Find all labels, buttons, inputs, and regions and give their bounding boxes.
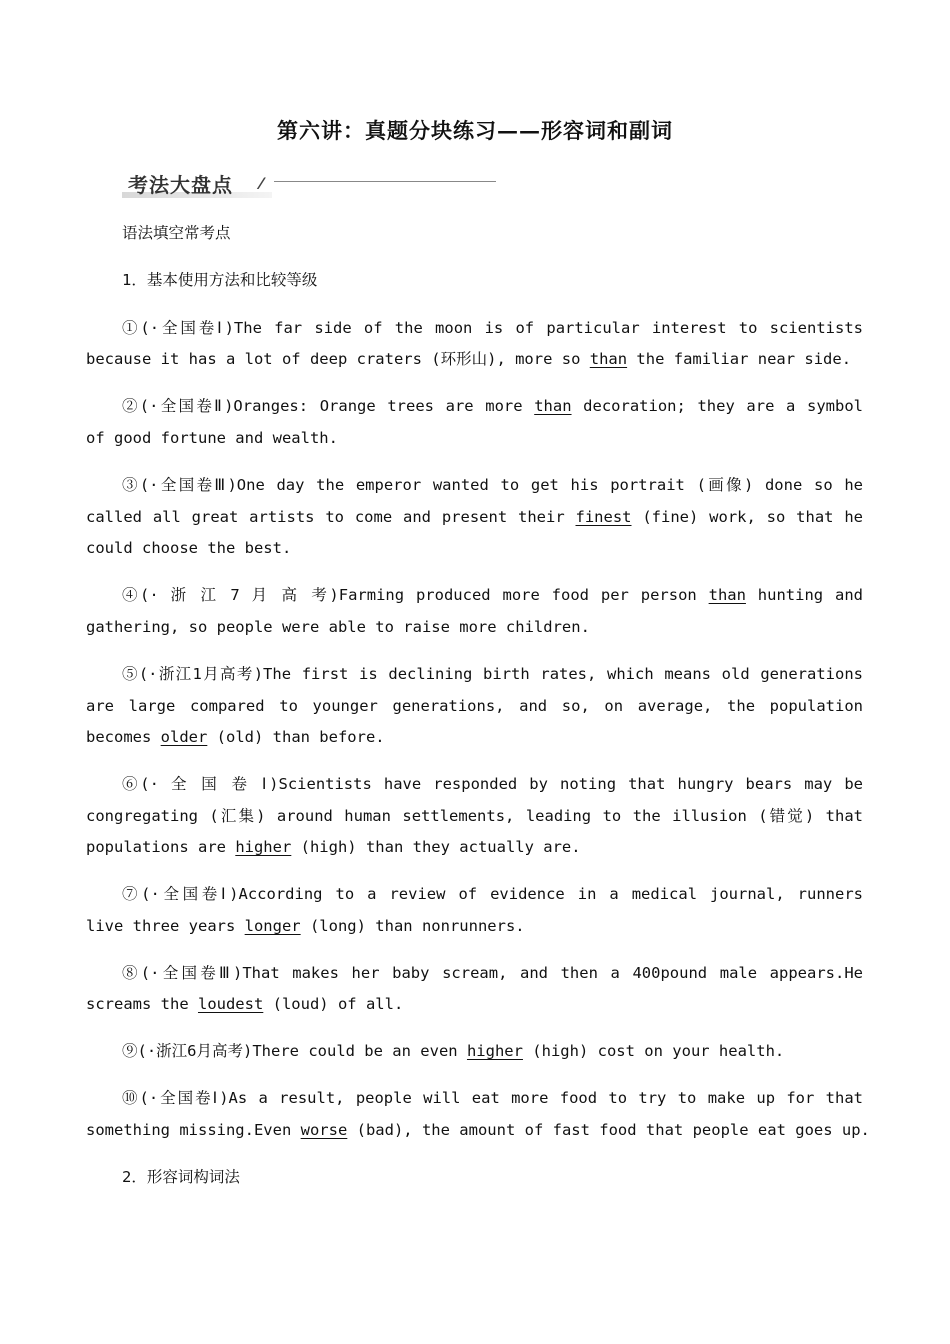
item-2-line-1 [122, 396, 863, 416]
text-segment: (bad), the amount of fast food that people eat goes up. [347, 1121, 870, 1139]
answer-blank: than [534, 397, 572, 415]
item-3-line-3: could choose the best. [86, 539, 292, 557]
text-segment: hunting and [745, 586, 863, 604]
item-3-line-1: ③(·全国卷Ⅲ)One day the emperor wanted to get his portrait (画像) done so he [122, 476, 863, 494]
item-5-line-3 [86, 727, 863, 747]
page-title: 第六讲：真题分块练习——形容词和副词 [277, 118, 673, 143]
answer-blank: higher [235, 838, 292, 856]
heading-2: 2．形容词构词法 [122, 1168, 240, 1186]
text-segment: (high) cost on your health. [522, 1042, 785, 1060]
text-segment: ②(·全国卷Ⅱ)Oranges: Orange trees are more [122, 397, 535, 415]
text-segment: decoration; they are a symbol [571, 397, 863, 415]
item-2-line-2: of good fortune and wealth. [86, 429, 338, 447]
text-segment: (fine) work, so that he [631, 508, 864, 526]
item-6-line-1: ⑥(· 全 国 卷 Ⅰ)Scientists have responded by noting that hungry bears may be [122, 775, 863, 793]
section-intro: 语法填空常考点 [122, 224, 231, 242]
text-segment: (long) than nonrunners. [300, 917, 525, 935]
item-4-line-1 [122, 585, 863, 605]
banner-slash-icon: ⁄ [260, 174, 263, 193]
text-segment: ⑨(·浙江6月高考)There could be an even [122, 1042, 467, 1060]
text-segment: live three years [86, 917, 245, 935]
text-segment: the familiar near side. [627, 350, 852, 368]
item-5-line-1: ⑤(·浙江1月高考)The first is declining birth rates, which means old generations [122, 665, 863, 683]
answer-blank: finest [575, 508, 632, 526]
item-8-line-1: ⑧(·全国卷Ⅲ)That makes her baby scream, and then a 400pound male appears.He [122, 964, 863, 982]
item-1-line-2 [86, 349, 863, 369]
answer-blank: worse [300, 1121, 348, 1139]
item-6-line-2: congregating (汇集) around human settlements, leading to the illusion (错觉) that [86, 807, 863, 825]
item-6-line-3 [86, 837, 863, 857]
heading-1: 1．基本使用方法和比较等级 [122, 271, 318, 289]
banner-label: 考法大盘点 [128, 173, 233, 197]
text-segment: ④(· 浙 江 7 月 高 考)Farming produced more food per person [122, 586, 709, 604]
section-banner [118, 166, 498, 200]
answer-blank: than [589, 350, 628, 368]
answer-blank: older [160, 728, 208, 746]
item-1-line-1: ①(·全国卷Ⅰ)The far side of the moon is of particular interest to scientists [122, 319, 863, 337]
answer-blank: than [708, 586, 746, 604]
answer-blank: longer [244, 917, 301, 935]
banner-divider [274, 181, 496, 182]
text-segment: called all great artists to come and present their [86, 508, 576, 526]
text-segment: becomes [86, 728, 161, 746]
item-7-line-1: ⑦(·全国卷Ⅰ)According to a review of evidence in a medical journal, runners [122, 885, 863, 903]
item-3-line-2 [86, 507, 863, 527]
text-segment: screams the [86, 995, 198, 1013]
item-9-line-1 [122, 1041, 863, 1061]
answer-blank: loudest [197, 995, 264, 1013]
text-segment: because it has a lot of deep craters (环形山), more so [86, 350, 590, 368]
answer-blank: higher [466, 1042, 523, 1060]
text-segment: something missing.Even [86, 1121, 301, 1139]
item-10-line-1: ⑩(·全国卷Ⅰ)As a result, people will eat more food to try to make up for that [122, 1089, 863, 1107]
item-5-line-2: are large compared to younger generations, and so, on average, the population [86, 697, 863, 715]
text-segment: populations are [86, 838, 236, 856]
item-7-line-2 [86, 916, 863, 936]
text-segment: (old) than before. [207, 728, 385, 746]
item-10-line-2 [86, 1120, 870, 1140]
text-segment: (high) than they actually are. [291, 838, 581, 856]
text-segment: (loud) of all. [263, 995, 404, 1013]
item-4-line-2: gathering, so people were able to raise more children. [86, 618, 590, 636]
item-8-line-2 [86, 994, 863, 1014]
